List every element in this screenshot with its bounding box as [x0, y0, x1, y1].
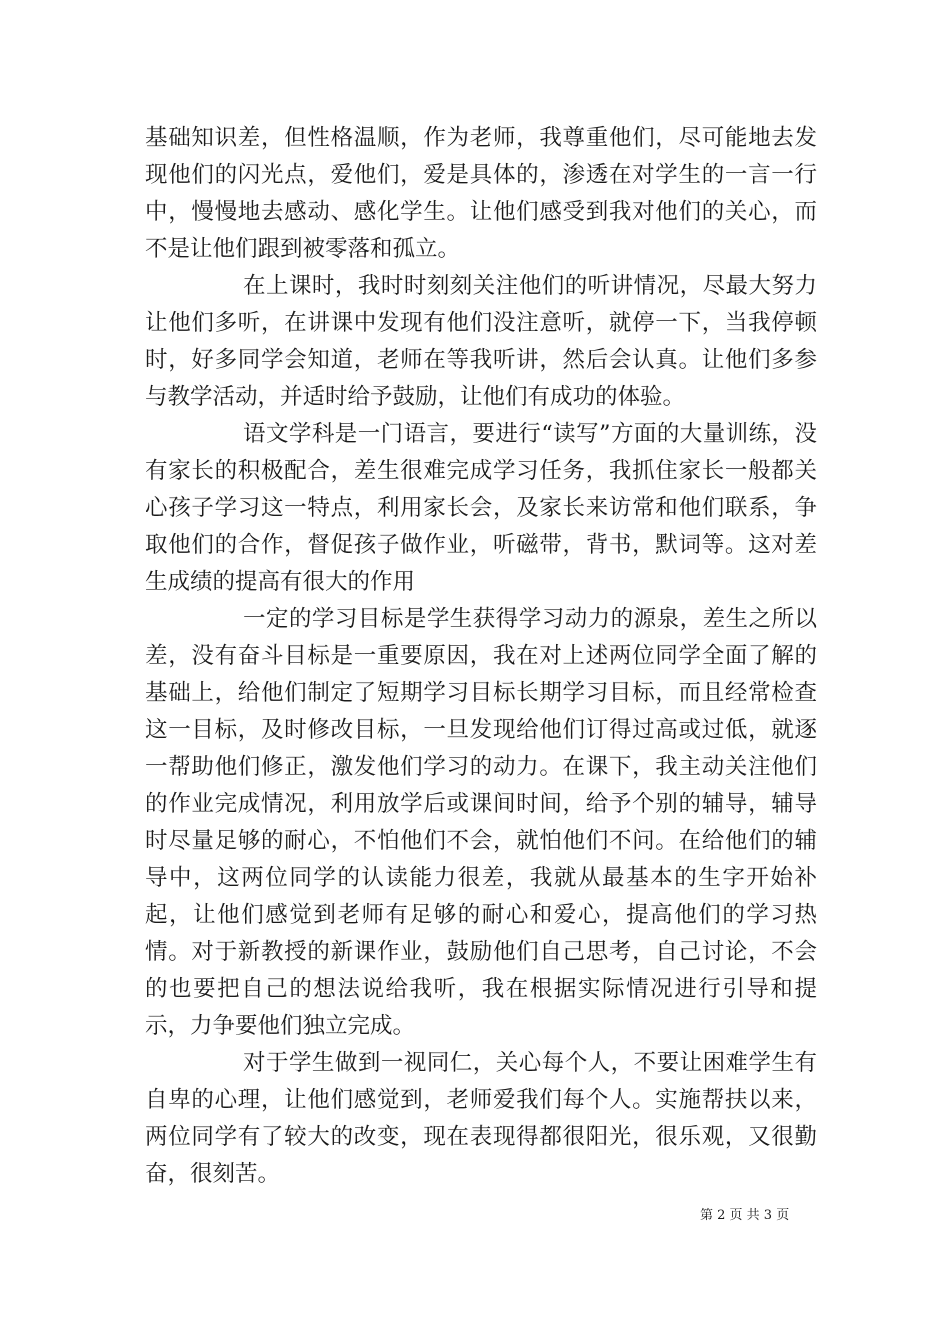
- paragraph-5: 对于学生做到一视同仁，关心每个人，不要让困难学生有自卑的心理，让他们感觉到，老师爱我们每个人。实施帮扶以来，两位同学有了较大的改变，现在表现得都很阳光，很乐观，又很勤奋，很刻苦。: [145, 1050, 817, 1187]
- page-number-footer: 第 2 页 共 3 页: [700, 1208, 790, 1223]
- paragraph-2: 在上课时，我时时刻刻关注他们的听讲情况，尽最大努力让他们多听，在讲课中发现有他们没注意听，就停一下，当我停顿时，好多同学会知道，老师在等我听讲，然后会认真。让他们多参与教学活动，并适时给予鼓励，让他们有成功的体验。: [145, 273, 817, 410]
- paragraph-1: 基础知识差，但性格温顺，作为老师，我尊重他们，尽可能地去发现他们的闪光点，爱他们，爱是具体的，渗透在对学生的一言一行中，慢慢地去感动、感化学生。让他们感受到我对他们的关心，而不是让他们跟到被零落和孤立。: [145, 125, 817, 262]
- paragraph-4: 一定的学习目标是学生获得学习动力的源泉，差生之所以差，没有奋斗目标是一重要原因，我在对上述两位同学全面了解的基础上，给他们制定了短期学习目标长期学习目标，而且经常检查这一目标，及时修改目标，一旦发现给他们订得过高或过低，就逐一帮助他们修正，激发他们学习的动力。在课下，我主动关注他们的作业完成情况，利用放学后或课间时间，给予个别的辅导，辅导时尽量足够的耐心，不怕他们不会，就怕他们不问。在给他们的辅导中，这两位同学的认读能力很差，我就从最基本的生字开始补起，让他们感觉到老师有足够的耐心和爱心，提高他们的学习热情。对于新教授的新课作业，鼓励他们自己思考，自己讨论，不会的也要把自己的想法说给我听，我在根据实际情况进行引导和提示，力争要他们独立完成。: [145, 606, 817, 1039]
- paragraph-3: 语文学科是一门语言，要进行“读写”方面的大量训练，没有家长的积极配合，差生很难完成学习任务，我抓住家长一般都关心孩子学习这一特点，利用家长会，及家长来访常和他们联系，争取他们的合作，督促孩子做作业，听磁带，背书，默词等。这对差生成绩的提高有很大的作用: [145, 421, 817, 595]
